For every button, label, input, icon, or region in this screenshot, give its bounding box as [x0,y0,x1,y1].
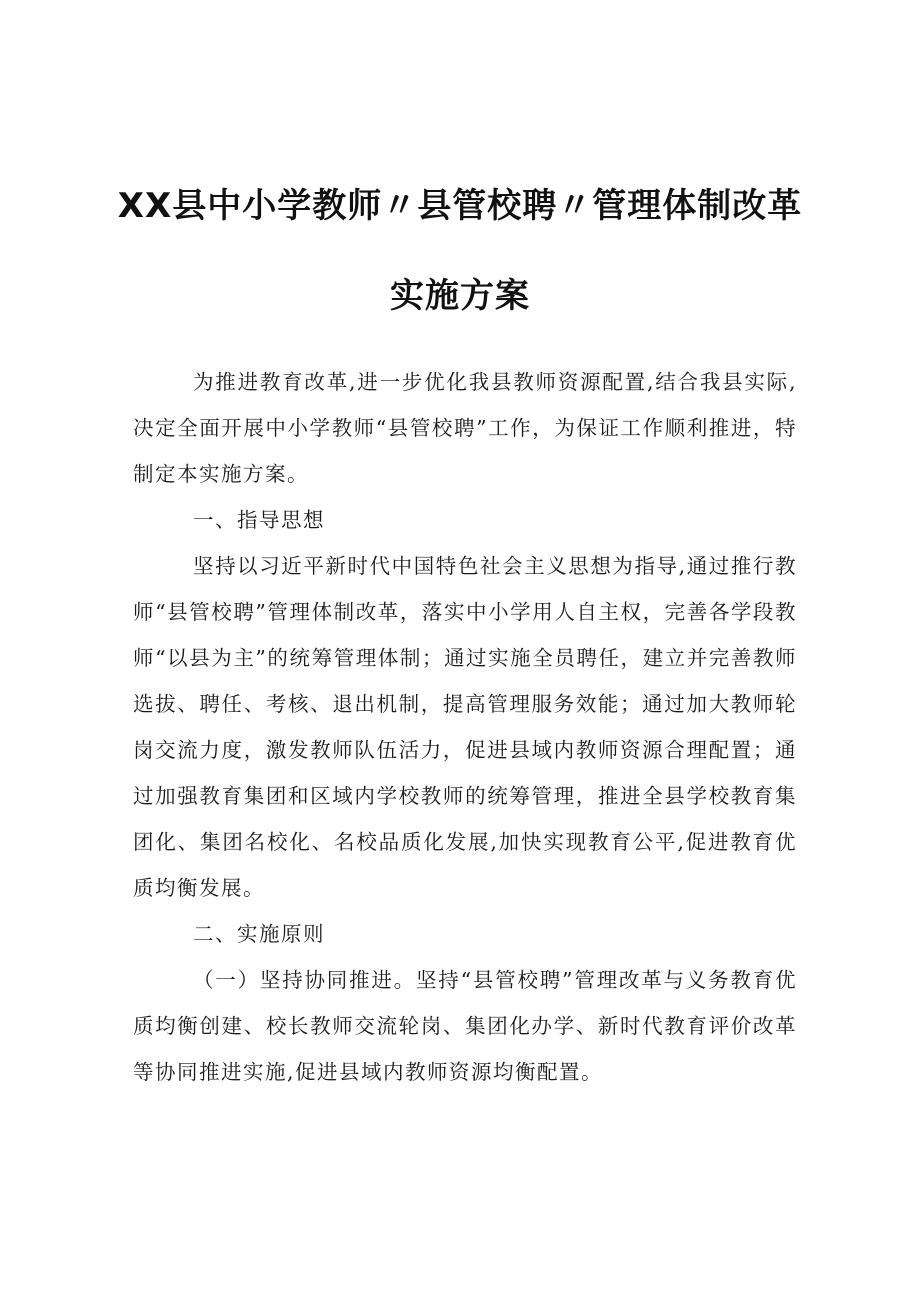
section-2-heading: 二、实施原则 [193,922,325,946]
document-body [133,359,797,1095]
document-title-line-2: 实施方案 [390,276,530,316]
intro-paragraph: 为推进教育改革,进一步优化我县教师资源配置,结合我县实际,决定全面开展中小学教师“县管校聘”工作，为保证工作顺利推进，特制定本实施方案。 [133,370,797,486]
section-1-heading: 一、指导思想 [193,508,325,532]
document-title-line-1: XX县中小学教师〃县管校聘〃管理体制改革 [117,186,803,226]
section-2-item-1-paragraph: （一）坚持协同推进。坚持“县管校聘”管理改革与义务教育优质均衡创建、校长教师交流轮岗、集团化办学、新时代教育评价改革等协同推进实施,促进县域内教师资源均衡配置。 [133,968,797,1084]
section-1-paragraph: 坚持以习近平新时代中国特色社会主义思想为指导,通过推行教师“县管校聘”管理体制改革，落实中小学用人自主权，完善各学段教师“以县为主”的统筹管理体制；通过实施全员聘任，建立并完善教师选拔、聘任、考核、退出机制，提高管理服务效能；通过加大教师轮岗交流力度，激发教师队伍活力，促进县域内教师资源合理配置；通过加强教育集团和区域内学校教师的统筹管理，推进全县学校教育集团化、集团名校化、名校品质化发展,加快实现教育公平,促进教育优质均衡发展。 [133,554,797,900]
